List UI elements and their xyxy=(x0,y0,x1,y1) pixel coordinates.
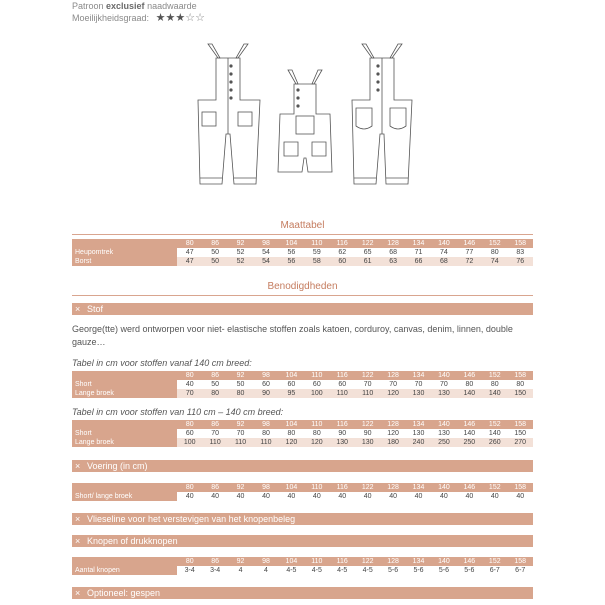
table-cell: 80 xyxy=(482,248,507,257)
table-cell: 40 xyxy=(457,492,482,501)
table-cell: 130 xyxy=(355,438,380,447)
seam-note-suffix: naadwaarde xyxy=(144,1,197,11)
table-cell: 68 xyxy=(431,257,456,266)
size-header-cell: 140 xyxy=(431,420,456,429)
size-chart-title: Maattabel xyxy=(280,220,325,231)
overalls-back-icon xyxy=(352,44,412,184)
table-cell: 90 xyxy=(253,389,278,398)
table-row xyxy=(72,492,533,501)
size-header-cell: 146 xyxy=(457,483,482,492)
size-header-cell: 104 xyxy=(279,557,304,566)
close-icon: × xyxy=(75,461,81,471)
table-cell: 52 xyxy=(228,257,253,266)
table-row xyxy=(72,389,533,398)
size-header-cell: 158 xyxy=(507,420,533,429)
table-cell: 40 xyxy=(330,492,355,501)
size-header-cell: 104 xyxy=(279,371,304,380)
size-header-cell: 104 xyxy=(279,420,304,429)
table-cell: 80 xyxy=(228,389,253,398)
table-cell: 72 xyxy=(457,257,482,266)
size-header-cell: 98 xyxy=(253,371,278,380)
table-row xyxy=(72,380,533,389)
row-label: Lange broek xyxy=(72,389,177,398)
size-header-cell: 128 xyxy=(380,239,405,248)
header-label-cell xyxy=(72,483,177,492)
overalls-illustration xyxy=(190,34,420,212)
table-cell: 4-5 xyxy=(279,566,304,575)
table-cell: 70 xyxy=(431,380,456,389)
table-cell: 110 xyxy=(202,438,227,447)
table-cell: 120 xyxy=(304,438,329,447)
size-header-row xyxy=(72,483,533,492)
row-label: Aantal knopen xyxy=(72,566,177,575)
table-cell: 74 xyxy=(431,248,456,257)
table-cell: 90 xyxy=(355,429,380,438)
table-cell: 40 xyxy=(253,492,278,501)
overalls-front-icon xyxy=(198,44,260,184)
supplies-title: Benodigdheden xyxy=(267,281,338,292)
table-cell: 54 xyxy=(253,257,278,266)
size-header-cell: 122 xyxy=(355,483,380,492)
table-cell: 60 xyxy=(330,257,355,266)
table-cell: 62 xyxy=(330,248,355,257)
size-header-cell: 86 xyxy=(202,371,227,380)
table-cell: 140 xyxy=(482,429,507,438)
size-header-cell: 158 xyxy=(507,239,533,248)
table-cell: 4-5 xyxy=(304,566,329,575)
buckles-section-bar[interactable] xyxy=(72,587,533,599)
size-header-cell: 86 xyxy=(202,557,227,566)
size-header-cell: 158 xyxy=(507,371,533,380)
table-cell: 52 xyxy=(228,248,253,257)
size-header-cell: 80 xyxy=(177,483,202,492)
table-cell: 40 xyxy=(355,492,380,501)
table-cell: 50 xyxy=(202,248,227,257)
size-header-cell: 92 xyxy=(228,239,253,248)
size-header-cell: 158 xyxy=(507,483,533,492)
size-header-cell: 146 xyxy=(457,557,482,566)
table-cell: 4-5 xyxy=(330,566,355,575)
seam-note-prefix: Patroon xyxy=(72,1,107,11)
table-cell: 56 xyxy=(279,248,304,257)
star-filled-icon: ★ xyxy=(175,12,186,24)
table-cell: 40 xyxy=(177,380,202,389)
table-cell: 3-4 xyxy=(177,566,202,575)
table-cell: 120 xyxy=(380,429,405,438)
table-row xyxy=(72,248,533,257)
table-cell: 60 xyxy=(304,380,329,389)
table-cell: 100 xyxy=(304,389,329,398)
size-header-cell: 134 xyxy=(406,420,431,429)
close-icon: × xyxy=(75,514,81,524)
size-header-cell: 134 xyxy=(406,371,431,380)
table-cell: 68 xyxy=(380,248,405,257)
fabric-140-table xyxy=(72,371,533,398)
table-cell: 4-5 xyxy=(355,566,380,575)
table-row xyxy=(72,566,533,575)
size-header-cell: 152 xyxy=(482,239,507,248)
buttons-table xyxy=(72,557,533,575)
table-cell: 130 xyxy=(406,429,431,438)
supplies-rule xyxy=(72,295,533,296)
size-header-cell: 140 xyxy=(431,557,456,566)
difficulty-stars xyxy=(156,12,205,24)
size-header-cell: 80 xyxy=(177,420,202,429)
overalls-short-icon xyxy=(278,70,332,172)
size-header-cell: 92 xyxy=(228,483,253,492)
star-filled-icon: ★ xyxy=(165,12,176,24)
table-cell: 60 xyxy=(177,429,202,438)
star-empty-icon: ☆ xyxy=(195,12,205,24)
size-header-cell: 98 xyxy=(253,239,278,248)
table-cell: 83 xyxy=(507,248,533,257)
table-cell: 40 xyxy=(202,492,227,501)
table-140-title: Tabel in cm voor stoffen vanaf 140 cm breed: xyxy=(72,358,252,368)
table-cell: 110 xyxy=(355,389,380,398)
size-header-cell: 104 xyxy=(279,483,304,492)
size-header-cell: 80 xyxy=(177,239,202,248)
table-cell: 47 xyxy=(177,248,202,257)
table-cell: 4 xyxy=(253,566,278,575)
row-label: Heupomtrek xyxy=(72,248,177,257)
table-cell: 60 xyxy=(330,380,355,389)
star-filled-icon: ★ xyxy=(155,12,166,24)
table-cell: 130 xyxy=(431,389,456,398)
table-cell: 180 xyxy=(380,438,405,447)
size-header-cell: 152 xyxy=(482,557,507,566)
size-chart-rule xyxy=(72,234,533,235)
table-row xyxy=(72,429,533,438)
table-cell: 5-6 xyxy=(457,566,482,575)
table-cell: 110 xyxy=(330,389,355,398)
table-cell: 60 xyxy=(253,380,278,389)
lining-table xyxy=(72,483,533,501)
size-header-cell: 110 xyxy=(304,483,329,492)
header-label-cell xyxy=(72,420,177,429)
table-cell: 130 xyxy=(431,429,456,438)
buttons-section-bar[interactable] xyxy=(72,535,533,547)
table-cell: 50 xyxy=(202,257,227,266)
header-label-cell xyxy=(72,557,177,566)
table-cell: 74 xyxy=(482,257,507,266)
table-cell: 120 xyxy=(380,389,405,398)
size-header-cell: 110 xyxy=(304,557,329,566)
row-label: Short xyxy=(72,429,177,438)
size-header-cell: 122 xyxy=(355,239,380,248)
lining-bar-label: Voering (in cm) xyxy=(87,461,148,471)
seam-allowance-note xyxy=(72,0,205,12)
table-cell: 80 xyxy=(482,380,507,389)
table-cell: 250 xyxy=(457,438,482,447)
table-cell: 130 xyxy=(406,389,431,398)
table-cell: 80 xyxy=(253,429,278,438)
size-header-row xyxy=(72,239,533,248)
size-header-cell: 86 xyxy=(202,239,227,248)
table-cell: 120 xyxy=(279,438,304,447)
table-cell: 140 xyxy=(482,389,507,398)
size-header-cell: 98 xyxy=(253,420,278,429)
size-header-cell: 146 xyxy=(457,239,482,248)
interfacing-bar-label: Vlieseline voor het verstevigen van het knopenbeleg xyxy=(87,514,296,524)
size-header-cell: 134 xyxy=(406,239,431,248)
size-header-cell: 122 xyxy=(355,371,380,380)
size-header-row xyxy=(72,371,533,380)
table-cell: 61 xyxy=(355,257,380,266)
size-header-row xyxy=(72,557,533,566)
table-cell: 100 xyxy=(177,438,202,447)
table-cell: 140 xyxy=(457,389,482,398)
table-cell: 6-7 xyxy=(482,566,507,575)
size-header-cell: 146 xyxy=(457,420,482,429)
table-cell: 80 xyxy=(304,429,329,438)
size-header-cell: 128 xyxy=(380,371,405,380)
size-header-cell: 158 xyxy=(507,557,533,566)
table-cell: 90 xyxy=(330,429,355,438)
table-cell: 150 xyxy=(507,389,533,398)
table-cell: 110 xyxy=(253,438,278,447)
size-header-cell: 152 xyxy=(482,420,507,429)
pattern-header xyxy=(72,0,205,24)
table-cell: 50 xyxy=(228,380,253,389)
buckles-bar-label: Optioneel: gespen xyxy=(87,588,161,598)
table-cell: 95 xyxy=(279,389,304,398)
table-cell: 6-7 xyxy=(507,566,533,575)
table-cell: 66 xyxy=(406,257,431,266)
difficulty-label: Moeilijkheidsgraad: xyxy=(72,13,150,23)
size-header-cell: 98 xyxy=(253,557,278,566)
table-cell: 40 xyxy=(177,492,202,501)
table-cell: 77 xyxy=(457,248,482,257)
size-header-cell: 122 xyxy=(355,557,380,566)
table-cell: 63 xyxy=(380,257,405,266)
size-header-cell: 116 xyxy=(330,371,355,380)
size-header-cell: 92 xyxy=(228,557,253,566)
header-label-cell xyxy=(72,371,177,380)
table-cell: 40 xyxy=(228,492,253,501)
row-label: Lange broek xyxy=(72,438,177,447)
size-header-cell: 140 xyxy=(431,239,456,248)
table-cell: 40 xyxy=(482,492,507,501)
close-icon: × xyxy=(75,304,81,314)
header-label-cell xyxy=(72,239,177,248)
size-header-cell: 116 xyxy=(330,420,355,429)
size-header-cell: 110 xyxy=(304,239,329,248)
table-cell: 40 xyxy=(406,492,431,501)
size-header-cell: 122 xyxy=(355,420,380,429)
interfacing-section-bar[interactable] xyxy=(72,513,533,525)
size-header-cell: 104 xyxy=(279,239,304,248)
table-cell: 70 xyxy=(177,389,202,398)
difficulty-line xyxy=(72,12,205,24)
table-cell: 260 xyxy=(482,438,507,447)
close-icon: × xyxy=(75,536,81,546)
size-header-cell: 116 xyxy=(330,557,355,566)
row-label: Short xyxy=(72,380,177,389)
size-header-cell: 134 xyxy=(406,557,431,566)
size-header-cell: 110 xyxy=(304,371,329,380)
size-header-cell: 128 xyxy=(380,420,405,429)
table-cell: 5-6 xyxy=(406,566,431,575)
star-empty-icon: ☆ xyxy=(185,12,196,24)
size-header-cell: 86 xyxy=(202,420,227,429)
table-cell: 250 xyxy=(431,438,456,447)
table-cell: 60 xyxy=(279,380,304,389)
table-cell: 5-6 xyxy=(380,566,405,575)
size-header-cell: 92 xyxy=(228,420,253,429)
table-cell: 70 xyxy=(380,380,405,389)
table-cell: 70 xyxy=(406,380,431,389)
table-cell: 150 xyxy=(507,429,533,438)
table-cell: 54 xyxy=(253,248,278,257)
table-cell: 59 xyxy=(304,248,329,257)
table-cell: 80 xyxy=(457,380,482,389)
size-header-cell: 128 xyxy=(380,557,405,566)
size-header-cell: 116 xyxy=(330,483,355,492)
table-cell: 40 xyxy=(380,492,405,501)
table-cell: 110 xyxy=(228,438,253,447)
size-header-cell: 128 xyxy=(380,483,405,492)
size-header-cell: 92 xyxy=(228,371,253,380)
table-cell: 5-6 xyxy=(431,566,456,575)
row-label: Borst xyxy=(72,257,177,266)
size-header-cell: 98 xyxy=(253,483,278,492)
table-cell: 40 xyxy=(279,492,304,501)
table-cell: 4 xyxy=(228,566,253,575)
table-cell: 3-4 xyxy=(202,566,227,575)
size-header-cell: 140 xyxy=(431,483,456,492)
size-header-cell: 86 xyxy=(202,483,227,492)
lining-section-bar[interactable] xyxy=(72,460,533,472)
size-header-row xyxy=(72,420,533,429)
table-cell: 40 xyxy=(431,492,456,501)
table-cell: 47 xyxy=(177,257,202,266)
buttons-bar-label: Knopen of drukknopen xyxy=(87,536,178,546)
size-header-cell: 152 xyxy=(482,371,507,380)
table-cell: 80 xyxy=(279,429,304,438)
size-chart-table xyxy=(72,239,533,266)
table-row xyxy=(72,257,533,266)
table-cell: 70 xyxy=(355,380,380,389)
table-cell: 80 xyxy=(507,380,533,389)
table-cell: 70 xyxy=(202,429,227,438)
table-cell: 130 xyxy=(330,438,355,447)
seam-note-bold: exclusief xyxy=(106,1,145,11)
row-label: Short/ lange broek xyxy=(72,492,177,501)
size-header-cell: 152 xyxy=(482,483,507,492)
table-cell: 76 xyxy=(507,257,533,266)
table-row xyxy=(72,438,533,447)
table-cell: 40 xyxy=(304,492,329,501)
fabric-110-table xyxy=(72,420,533,447)
fabric-bar-label: Stof xyxy=(87,304,104,314)
table-cell: 140 xyxy=(457,429,482,438)
table-cell: 71 xyxy=(406,248,431,257)
fabric-section-bar[interactable] xyxy=(72,303,533,315)
size-header-cell: 134 xyxy=(406,483,431,492)
table-cell: 65 xyxy=(355,248,380,257)
table-cell: 40 xyxy=(507,492,533,501)
size-header-cell: 80 xyxy=(177,371,202,380)
size-header-cell: 110 xyxy=(304,420,329,429)
table-cell: 58 xyxy=(304,257,329,266)
table-cell: 50 xyxy=(202,380,227,389)
size-header-cell: 80 xyxy=(177,557,202,566)
table-cell: 56 xyxy=(279,257,304,266)
table-cell: 270 xyxy=(507,438,533,447)
size-header-cell: 140 xyxy=(431,371,456,380)
size-header-cell: 116 xyxy=(330,239,355,248)
fabric-description: George(tte) werd ontworpen voor niet- elastische stoffen zoals katoen, corduroy, canvas, denim, linnen, double gauze… xyxy=(72,324,513,347)
table-cell: 70 xyxy=(228,429,253,438)
size-header-cell: 146 xyxy=(457,371,482,380)
table-110-title: Tabel in cm voor stoffen van 110 cm – 140 cm breed: xyxy=(72,407,284,417)
table-cell: 240 xyxy=(406,438,431,447)
table-cell: 80 xyxy=(202,389,227,398)
close-icon: × xyxy=(75,588,81,598)
